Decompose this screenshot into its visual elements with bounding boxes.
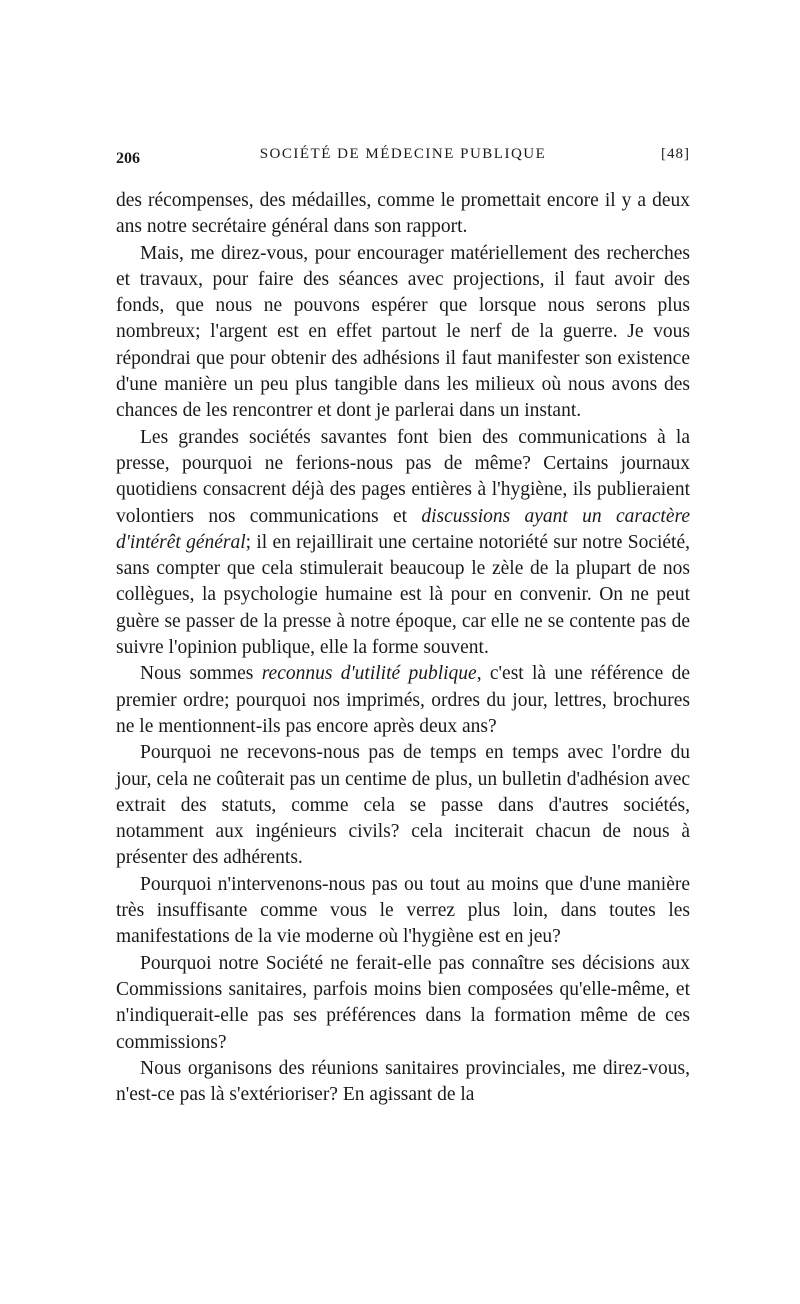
paragraph: [116, 740, 690, 871]
paragraph: [116, 661, 690, 740]
paragraph: [116, 1056, 690, 1109]
text-run: Pourquoi ne recevons-nous pas de temps en temps avec l'ordre du jour, cela ne coûterait pas un centime de plus, un bulletin d'adhésion avec extrait des statuts, comme cela se passe dans d'autres sociétés, notamment aux ingénieurs civils? cela inciterait chacun de nous à présenter des adhérents.: [116, 742, 690, 869]
text-run: des récompenses, des médailles, comme le promettait encore il y a deux ans notre secrétaire général dans son rapport.: [116, 190, 690, 238]
paragraph: [116, 425, 690, 662]
running-header: [116, 146, 690, 172]
text-run: ; il en rejaillirait une certaine notoriété sur notre Société, sans compter que cela stimulerait beaucoup le zèle de la plupart de nos collègues, la psychologie humaine est là pour en convenir. On ne peut guère se passer de la presse à notre époque, car elle ne se contente pas de suivre l'opinion publique, elle la forme souvent.: [116, 531, 690, 659]
paragraph: [116, 188, 690, 241]
paragraph: [116, 872, 690, 951]
page-reference: [48]: [661, 146, 690, 162]
text-run: Les grandes sociétés savantes font bien des communications à la presse, pourquoi ne ferions-nous pas de même? Certains journaux quotidiens consacrent déjà des pages entières à l'hygiène, ils publieraient volontiers nos communications et: [116, 426, 690, 527]
text-run: Nous sommes: [140, 663, 262, 685]
body-text: [116, 188, 690, 1108]
running-title: SOCIÉTÉ DE MÉDECINE PUBLIQUE: [259, 146, 547, 162]
text-run: , c'est là une référence de premier ordre; pourquoi nos imprimés, ordres du jour, lettres, brochures ne le mentionnent-ils pas encore après deux ans?: [116, 663, 691, 737]
page-number: 206: [116, 150, 140, 167]
text-run: Nous organisons des réunions sanitaires provinciales, me direz-vous, n'est-ce pas là s'extérioriser? En agissant de la: [116, 1057, 690, 1106]
italic-phrase: reconnus d'utilité publique: [261, 663, 477, 685]
paragraph: [116, 241, 690, 425]
book-page: [116, 146, 690, 1108]
italic-phrase: discussions ayant un caractère d'intérêt général: [116, 505, 690, 553]
text-run: Pourquoi notre Société ne ferait-elle pas connaître ses décisions aux Commissions sanitaires, parfois moins bien composées qu'elle-même, et n'indiquerait-elle pas ses préférences dans la formation même de ces commissions?: [116, 952, 690, 1053]
paragraph: [116, 951, 690, 1056]
text-run: Mais, me direz-vous, pour encourager matériellement des recherches et travaux, pour faire des séances avec projections, il faut avoir des fonds, que nous ne pouvons espérer que lorsque nous serons plus nombreux; l'argent est en effet partout le nerf de la guerre. Je vous répondrai que pour obtenir des adhésions il faut manifester son existence d'une manière un peu plus tangible dans les milieux où nous avons des chances de les rencontrer et dont je parlerai dans un instant.: [116, 242, 690, 422]
text-run: Pourquoi n'intervenons-nous pas ou tout au moins que d'une manière très insuffisante comme vous le verrez plus loin, dans toutes les manifestations de la vie moderne où l'hygiène est en jeu?: [116, 873, 690, 948]
